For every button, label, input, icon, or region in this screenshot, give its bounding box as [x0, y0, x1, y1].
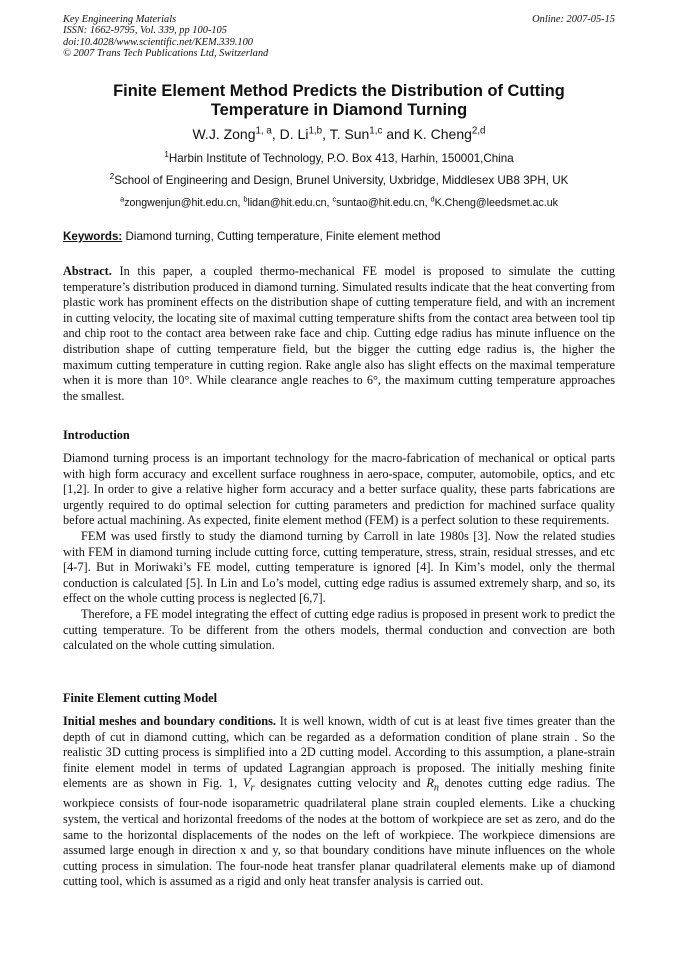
- author-sup: 1,c: [369, 125, 383, 137]
- author-name: W.J. Zong: [192, 126, 256, 142]
- affiliation-text: School of Engineering and Design, Brunel University, Uxbridge, Middlesex UB8 3PH, UK: [114, 174, 569, 187]
- keywords-label: Keywords:: [63, 230, 123, 243]
- title-line-2: Temperature in Diamond Turning: [210, 101, 468, 119]
- issn: ISSN: 1662-9795, Vol. 339, pp 100-105: [63, 25, 227, 37]
- abstract-label: Abstract.: [63, 264, 112, 278]
- affiliation-1: [40, 152, 638, 166]
- email-link[interactable]: zongwenjun@hit.edu.cn: [124, 197, 238, 209]
- email-list: [40, 196, 638, 210]
- email-sup: d: [430, 194, 435, 204]
- email-sep: ,: [326, 197, 333, 209]
- affiliation-text: Harbin Institute of Technology, P.O. Box 413, Harhin, 150001,China: [168, 152, 514, 165]
- paper-title: [60, 82, 618, 120]
- email-sup: a: [120, 194, 125, 204]
- introduction-heading: Introduction: [63, 428, 130, 442]
- email-link[interactable]: K.Cheng@leedsmet.ac.uk: [434, 197, 558, 209]
- author-name: K. Cheng: [413, 126, 472, 142]
- copyright: © 2007 Trans Tech Publications Ltd, Switzerland: [63, 48, 269, 60]
- author-list: [60, 124, 618, 144]
- author-name: T. Sun: [329, 126, 370, 142]
- email-sup: b: [243, 194, 248, 204]
- fem-heading: Finite Element cutting Model: [63, 691, 218, 705]
- symbol-vr-sub: r: [250, 782, 255, 794]
- author-sep: ,: [271, 126, 280, 142]
- author-sup: 2,d: [471, 125, 486, 137]
- symbol-rn-sub: n: [433, 782, 439, 794]
- email-sup: c: [332, 194, 337, 204]
- doi: doi:10.4028/www.scientific.net/KEM.339.100: [63, 36, 253, 48]
- author-sep: and: [382, 126, 414, 142]
- abstract: [63, 264, 615, 404]
- intro-paragraph-3: Therefore, a FE model integrating the effect of cutting edge radius is proposed in present work to predict the cutting temperature. To be different from the others models, thermal conduction and convection are both calculated on the whole cutting simulation.: [63, 606, 615, 653]
- abstract-text: In this paper, a coupled thermo-mechanical FE model is proposed to simulate the cutting temperature’s distribution produced in diamond turning. Simulated results indicate that the heat converting from plastic work has prominent effects on the distribution shape of cutting temperature field, and with an increment in cutting velocity, the locating site of maximal cutting temperature shifts from the contact area between tool tip and chip root to the contact area between rake face and chip. Cutting edge radius has minute influence on the distribution shape of cutting temperature field, but the bigger the cutting edge radius is, the higher the maximum cutting temperature in cutting region. Rake angle also has slight effects on the maximal temperature when it is more than 10°. While clearance angle reaches to 6°, the maximum cutting temperature approaches the smallest.: [63, 264, 615, 403]
- fem-text-c: denotes cutting edge radius. The workpiece consists of four-node isoparametric quadrilateral plane strain coupled elements. Like a chucking system, the vertical and horizontal freedoms of the nodes at the bottom of workpiece are set as zero, and do the same to the horizontal displacements of the nodes on the left of workpiece. The workpiece dimensions are assumed large enough in direction x and y, so that boundary conditions have minute influences on the whole cutting process in simulation. The four-node heat transfer planar quadrilateral elements make up of diamond cutting tool, which is assumed as a rigid and only heat transfer analysis is carried out.: [63, 776, 616, 889]
- introduction-body: [63, 451, 615, 654]
- journal-name: Key Engineering Materials: [63, 14, 177, 25]
- fem-text-b: designates cutting velocity and: [254, 776, 427, 791]
- fem-sub-label: Initial meshes and boundary conditions.: [63, 714, 276, 728]
- email-sep: ,: [424, 197, 431, 209]
- author-sup: 1, a: [255, 125, 272, 137]
- online-date: Online: 2007-05-15: [532, 14, 615, 25]
- affiliation-sup: 2: [109, 172, 115, 182]
- affiliation-2: [40, 174, 638, 188]
- keywords: [63, 230, 615, 244]
- symbol-vr-letter: V: [243, 776, 251, 791]
- symbol-rn: [426, 776, 439, 794]
- email-link[interactable]: lidan@hit.edu.cn: [247, 197, 327, 209]
- affiliation-sup: 1: [164, 150, 169, 160]
- fem-body: [63, 714, 615, 890]
- title-line-1: Finite Element Method Predicts the Distribution of Cutting: [113, 82, 565, 100]
- intro-paragraph-2: FEM was used firstly to study the diamond turning by Carroll in late 1980s [3]. Now the related studies with FEM in diamond turning include cutting force, cutting temperature, stress, strain, residual stresses, and etc [4-7]. But in Moriwaki’s FE model, cutting temperature is ignored [4]. In Kim’s model, only the thermal conduction is calculated [5]. In Lin and Lo’s model, cutting edge radius is assumed extremely sharp, and so, its effect on the whole cutting process is neglected [6,7].: [63, 528, 615, 606]
- symbol-rn-letter: R: [426, 776, 434, 791]
- author-sup: 1,b: [308, 125, 323, 137]
- author-sep: ,: [322, 126, 330, 142]
- email-sep: ,: [237, 197, 244, 209]
- email-link[interactable]: suntao@hit.edu.cn: [336, 197, 425, 209]
- journal-header: [63, 14, 268, 60]
- fem-text-a: It is well known, width of cut is at least five times greater than the depth of cut in diamond cutting, which can be regarded as a deformation condition of plane strain . So the realistic 3D cutting process is simplified into a 2D cutting model. According to this assumption, a plane-strain finite element model in terms of updated Lagrangian approach is proposed. The initially meshing finite elements are as shown in Fig. 1,: [63, 714, 615, 791]
- keywords-text: Diamond turning, Cutting temperature, Finite element method: [122, 230, 441, 243]
- intro-paragraph-1: Diamond turning process is an important technology for the macro-fabrication of mechanical or optical parts with high form accuracy and excellent surface roughness in aero-space, computer, automobile, optics, and etc [1,2]. In order to give a relative higher form accuracy and a better surface quality, these parts fabrications are urgently required to do optimal selection for cutting parameters and prediction for machined surface quality before actual machining. As expected, finite element method (FEM) is a perfect solution to these requirements.: [63, 451, 615, 528]
- author-name: D. Li: [279, 126, 309, 142]
- symbol-vr: [243, 776, 255, 794]
